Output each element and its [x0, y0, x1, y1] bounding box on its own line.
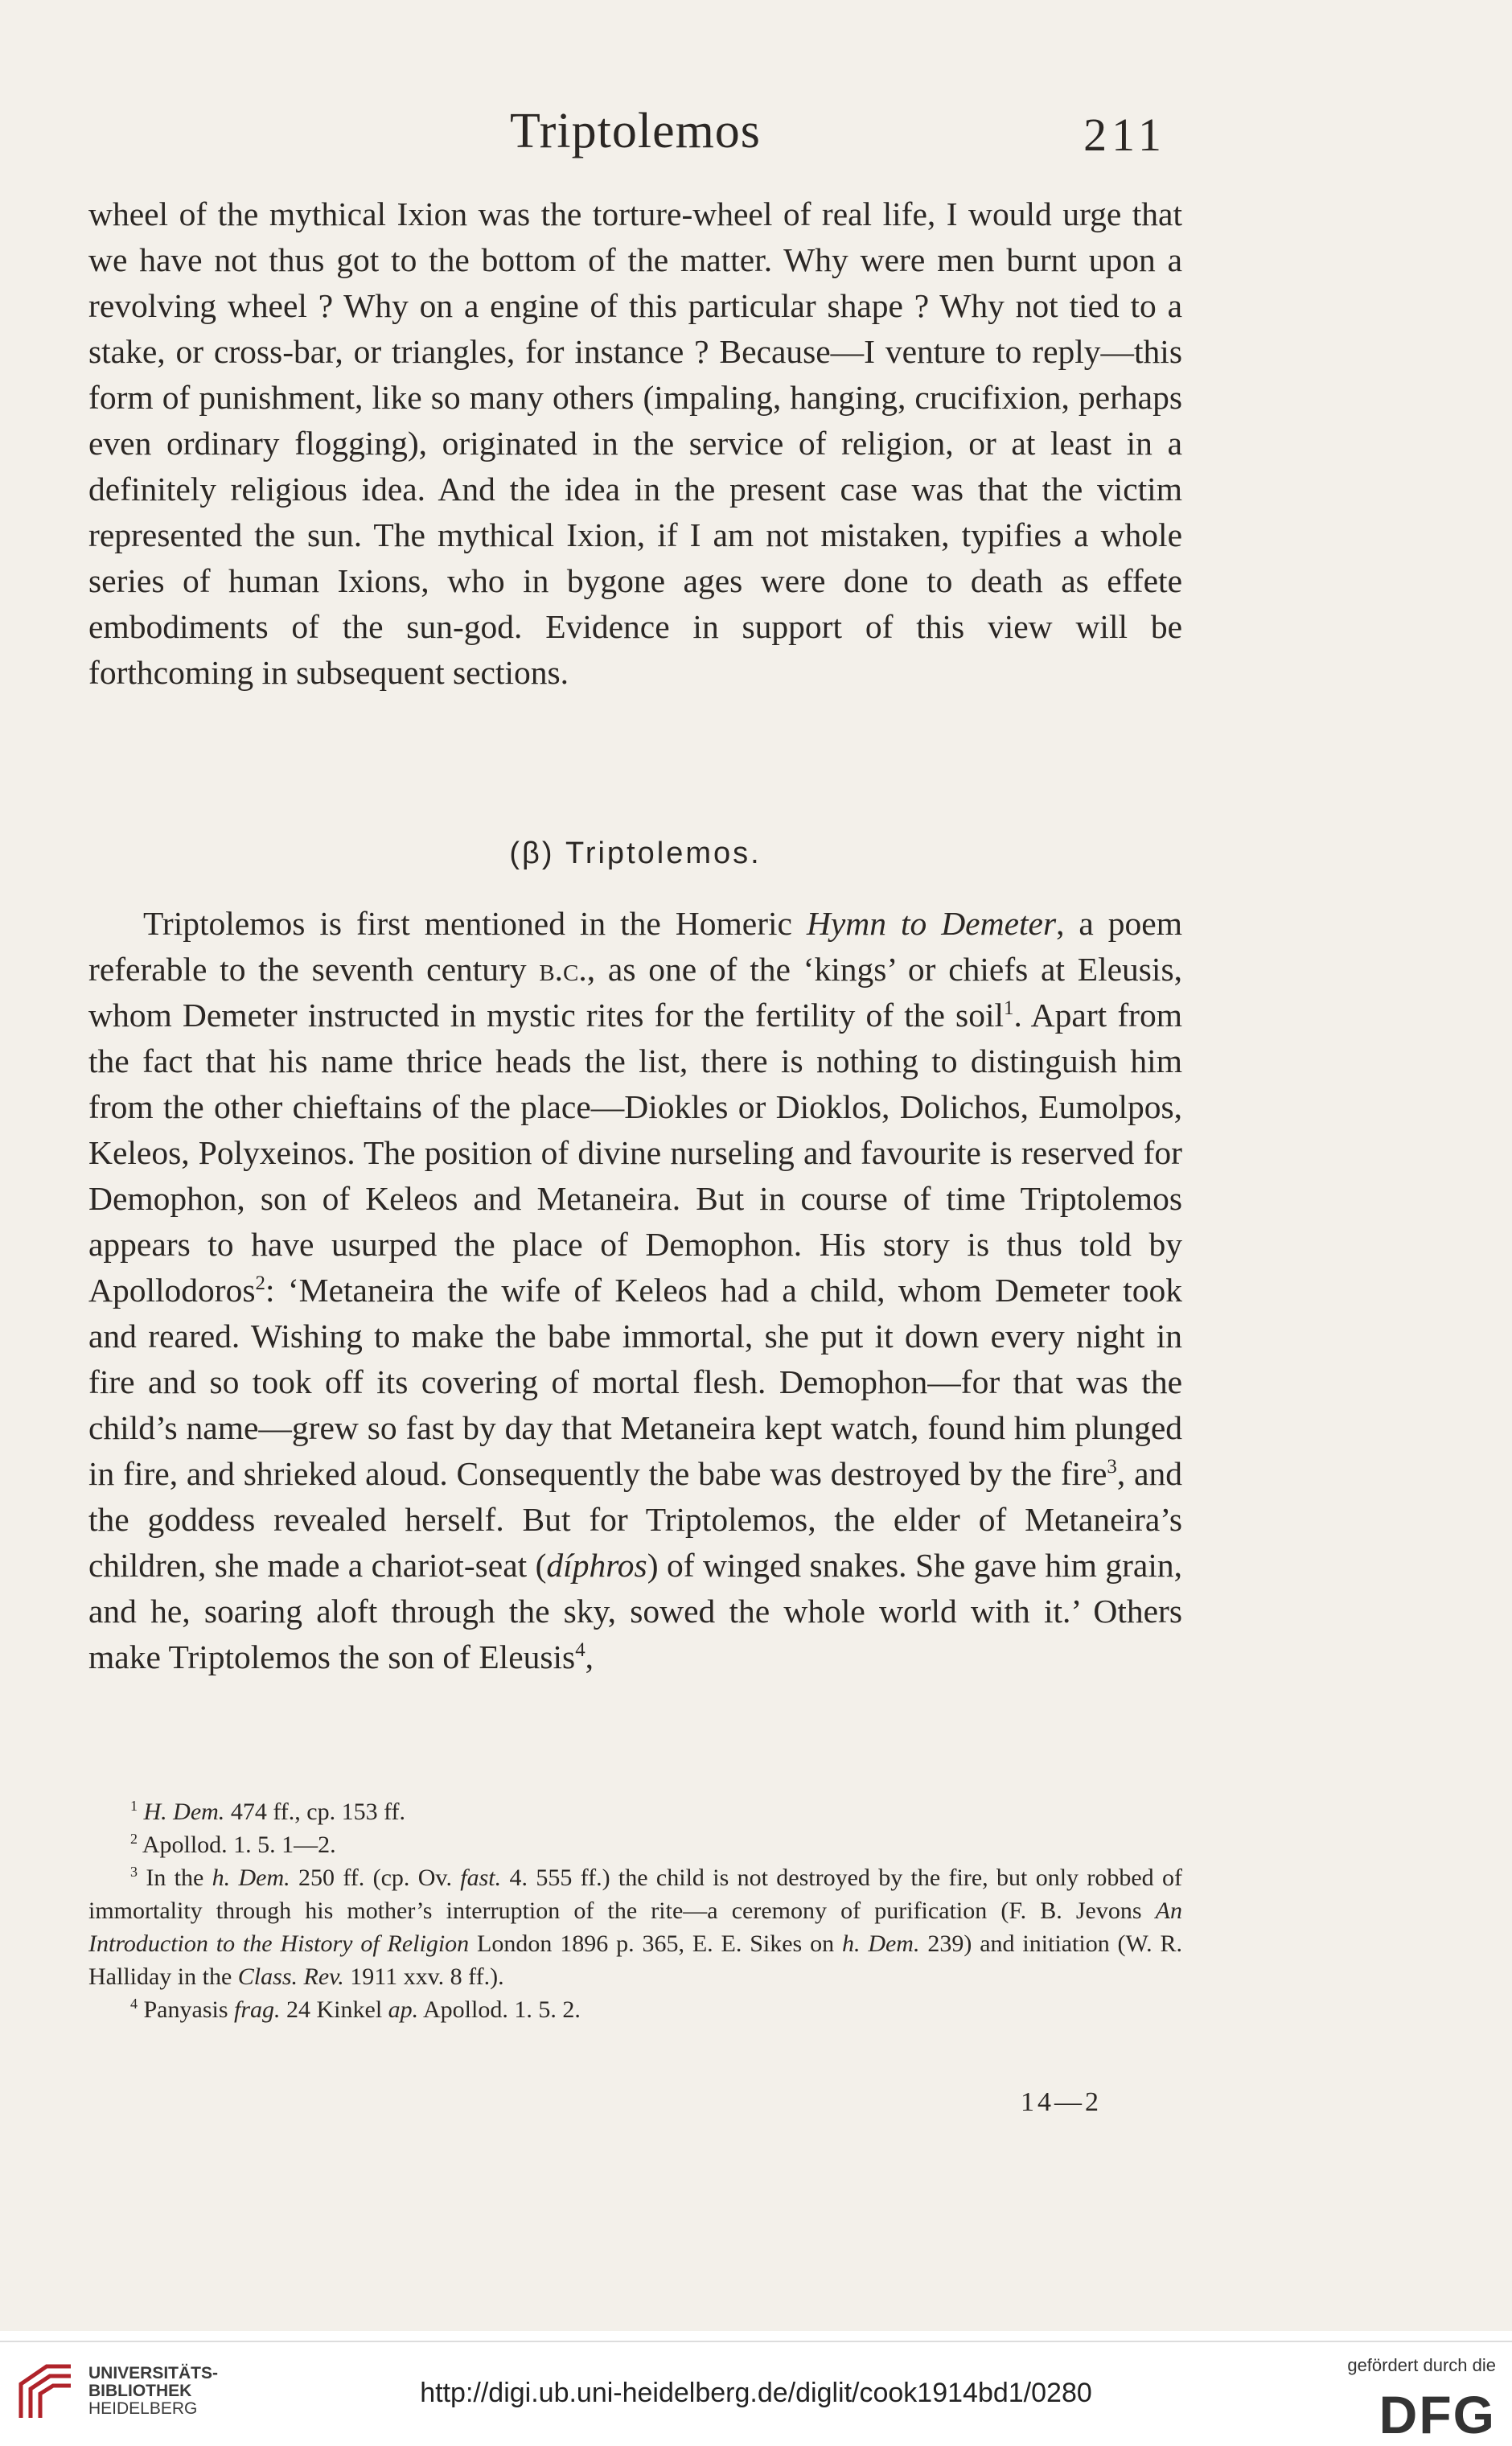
text-run-italic: díphros [546, 1547, 647, 1584]
text-run: Apollod. 1. 5. 2. [418, 1996, 581, 2023]
paragraph-text [88, 901, 1182, 1680]
text-run: 1911 xxv. 8 ff.). [343, 1963, 504, 1990]
library-line-3: HEIDELBERG [88, 2399, 198, 2418]
text-run-italic: h. Dem. [212, 1864, 290, 1891]
permalink-url[interactable]: http://digi.ub.uni-heidelberg.de/diglit/cook1914bd1/0280 [420, 2378, 1092, 2408]
dfg-logo: DFG [1378, 2385, 1496, 2444]
text-run: : ‘Metaneira the wife of Keleos had a child, whom Demeter took and reared. Wishing to make the babe immortal, she put it down every night in fire and so took off its covering of mortal flesh. Demophon—for that was the child’s name—grew so fast by day that Metaneira kept watch, found him plunged in fire, and shrieked aloud. Consequently the babe was destroyed by the fire [88, 1272, 1182, 1492]
text-run-italic: H. Dem. [143, 1799, 225, 1825]
text-run: , as one of the ‘kings’ or chiefs at Eleusis, whom Demeter instructed in mystic rites for the fertility of the soil [88, 951, 1182, 1034]
text-run: Panyasis [138, 1996, 234, 2023]
paragraph-text: wheel of the mythical Ixion was the torture-wheel of real life, I would urge that we have not thus got to the bottom of the matter. Why were men burnt upon a revolving wheel ? Why on a engine of this particular shape ? Why not tied to a stake, or cross-bar, or triangles, for instance ? Because—I venture to reply—this form of punishment, like so many others (impaling, hanging, crucifixion, perhaps even ordinary flogging), originated in the service of religion, or at least in a definitely religious idea. And the idea in the present case was that the victim represented the sun. The mythical Ixion, if I am not mistaken, typifies a whole series of human Ixions, who in bygone ages were done to death as effete embodiments of the sun-god. Evidence in support of this view will be forthcoming in subsequent sections. [88, 195, 1182, 691]
text-run: 4. 555 ff.) the child is not destroyed by the fire, but only robbed of immortality through his mother’s interruption of the rite—a ceremony of purification (F. B. Jevons [88, 1864, 1182, 1924]
text-run-italic: Class. Rev. [237, 1963, 344, 1990]
section-heading: (β) Triptolemos. [509, 837, 762, 870]
text-run-italic: fast. [460, 1864, 502, 1891]
paragraph-triptolemos [88, 901, 1182, 1680]
page-number: 211 [1083, 109, 1166, 161]
text-run: , and the goddess revealed herself. But for Triptolemos, the elder of Metaneira’s children, she made a chariot-seat ( [88, 1455, 1182, 1584]
text-run: 24 Kinkel [280, 1996, 388, 2023]
text-run: ) of winged snakes. She gave him grain, and he, soaring aloft through the sky, sowed the whole world with it.’ Others make Triptolemos the son of Eleusis [88, 1547, 1182, 1675]
footnote-ref: 4 [575, 1639, 585, 1662]
text-run: 239) and initiation (W. R. Halliday in the [88, 1930, 1182, 1990]
footnotes [88, 1795, 1182, 2026]
paragraph-ixion [88, 191, 1182, 696]
text-run: Apollod. 1. 5. 1—2. [138, 1831, 336, 1858]
footnote-3 [88, 1861, 1182, 1993]
footnote-ref: 1 [1004, 997, 1014, 1020]
library-line-1: UNIVERSITÄTS- [88, 2364, 219, 2382]
text-run-italic: An Introduction to the History of Religion [88, 1897, 1182, 1957]
footer-divider [0, 2341, 1512, 2342]
signature-mark: 14—2 [1021, 2087, 1102, 2117]
footnote-number: 1 [130, 1798, 138, 1814]
library-line-2: BIBLIOTHEK [88, 2382, 192, 2400]
text-run-italic: frag. [234, 1996, 281, 2023]
funder-label: gefördert durch die [1347, 2355, 1496, 2375]
running-head [88, 103, 1182, 167]
viewer-footer [0, 2331, 1512, 2446]
text-run-italic: Hymn to Demeter [806, 905, 1057, 942]
footnote-number: 3 [130, 1864, 138, 1880]
footnote-1 [88, 1795, 1182, 1828]
text-run-italic: ap. [388, 1996, 419, 2023]
text-run: In the [138, 1864, 212, 1891]
footnote-ref: 3 [1107, 1456, 1117, 1478]
footnote-number: 2 [130, 1831, 138, 1847]
text-run: 250 ff. (cp. Ov. [290, 1864, 461, 1891]
footnote-4 [88, 1993, 1182, 2026]
text-run: Triptolemos is first mentioned in the Homeric [143, 905, 807, 942]
text-run-italic: h. Dem. [841, 1930, 920, 1957]
footnote-number: 4 [130, 1996, 138, 2012]
footnote-2 [88, 1828, 1182, 1861]
footnote-ref: 2 [255, 1272, 265, 1295]
running-title: Triptolemos [510, 104, 761, 158]
text-run: London 1896 p. 365, E. E. Sikes on [469, 1930, 842, 1957]
text-run: , a poem referable to the seventh century [88, 905, 1182, 988]
text-run-smallcaps: b.c. [539, 951, 587, 988]
text-run: , [585, 1638, 594, 1675]
text-run: 474 ff., cp. 153 ff. [224, 1799, 406, 1825]
text-run: . Apart from the fact that his name thrice heads the list, there is nothing to distinguish him from the other chieftains of the place—Diokles or Dioklos, Dolichos, Eumolpos, Keleos, Polyxeinos. The position of divine nurseling and favourite is reserved for Demophon, son of Keleos and Metaneira. But in course of time Triptolemos appears to have usurped the place of Demophon. His story is thus told by Apollodoros [88, 997, 1182, 1309]
